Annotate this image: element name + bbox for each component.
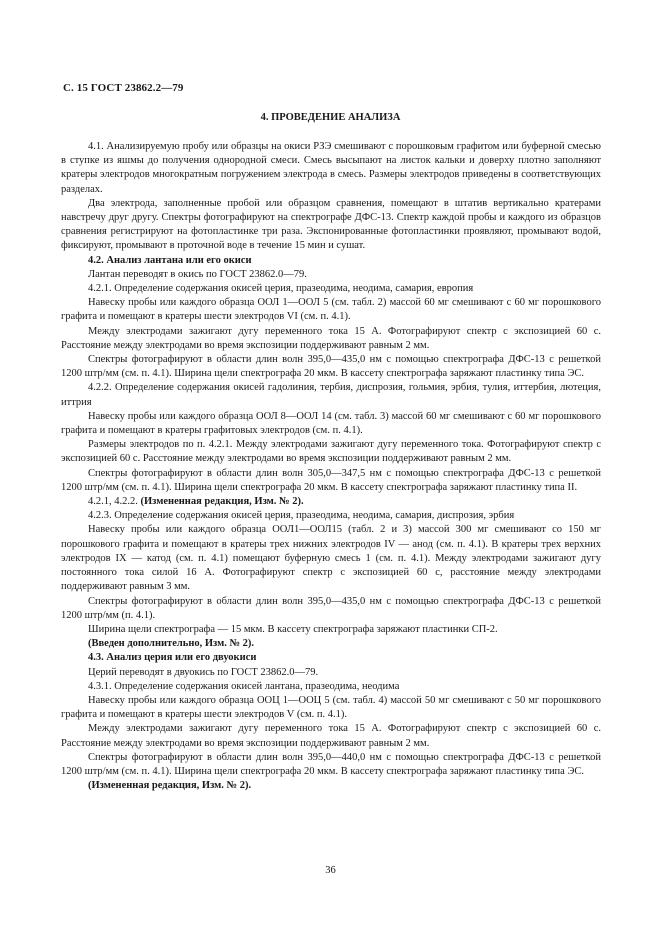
amendment-clauses: 4.2.1, 4.2.2. <box>88 496 141 508</box>
paragraph: 4.1. Анализируемую пробу или образцы на окиси РЗЭ смешивают с порошковым графитом или буферной смесью в ступке из яшмы до получения однородной смеси. Смесь высыпают на листок кальки и доверху плотно заполняют кратеры электродов многократным погружением электрода в смесь. Размеры электродов приведены в соответствующих разделах. <box>61 141 601 195</box>
paragraph: Церий переводят в двуокись по ГОСТ 23862.0—79. <box>88 666 319 678</box>
paragraph: Спектры фотографируют в области длин волн 395,0—435,0 нм с помощью спектрографа ДФС-13 с решеткой 1200 штр/мм (п. 4.1). <box>61 595 601 621</box>
body-text <box>61 140 601 793</box>
paragraph: Ширина щели спектрографа — 15 мкм. В кассету спектрографа заряжают пластинки СП-2. <box>88 623 498 635</box>
page-number: 36 <box>325 865 336 876</box>
amendment-label: (Измененная редакция, Изм. № 2). <box>140 496 304 508</box>
section-title: 4. ПРОВЕДЕНИЕ АНАЛИЗА <box>260 112 401 123</box>
paragraph: Навеску пробы или каждого образца ООЛ 8—ООЛ 14 (см. табл. 3) массой 60 мг смешивают с 60 мг порошкового графита и помещают в кратеры графитовых электродов (см. п. 4.1). <box>61 410 601 437</box>
paragraph: Спектры фотографируют в области длин волн 305,0—347,5 нм с помощью спектрографа ДФС-13 с решеткой 1200 штр/мм (см. п. 4.1). Ширина щели спектрографа 20 мкм. В кассету спектрографа заряжают пластинку типа II. <box>61 467 601 493</box>
paragraph: 4.2.1. Определение содержания окисей церия, празеодима, неодима, самария, европия <box>88 283 474 295</box>
subsection-heading: 4.2. Анализ лантана или его окиси <box>88 254 252 266</box>
paragraph: Размеры электродов по п. 4.2.1. Между электродами зажигают дугу переменного тока. Фотографируют спектр с экспозицией 60 с. Расстояние между электродами во время экспозиции поддерживают равным 2 мм. <box>61 439 601 465</box>
paragraph: Навеску пробы или каждого образца ООЛ1—ООЛ15 (табл. 2 и 3) массой 300 мг смешивают со 150 мг порошкового графита и помещают в кратеры трех нижних электродов IV — анод (см. п. 4.1). В кратеры трех верхних электродов IX — катод (см. п. 4.1) помещают буферную смесь 1 (см. п. 4.1). Между электродами зажигают дугу постоянного тока силой 16 А. Фотографируют спектр с экспозицией 60 с, расстояние между электродами поддерживают равным 3 мм. <box>61 524 601 593</box>
paragraph: Спектры фотографируют в области длин волн 395,0—435,0 нм с помощью спектрографа ДФС-13 с решеткой 1200 штр/мм (см. п. 4.1). Ширина щели спектрографа 20 мкм. В кассету спектрографа заряжают пластинку типа ЭС. <box>61 354 601 380</box>
paragraph: Спектры фотографируют в области длин волн 395,0—440,0 нм с помощью спектрографа ДФС-13 с решеткой 1200 штр/мм (см. п. 4.1). Ширина щели спектрографа 20 мкм. В кассету спектрографа заряжают пластинку типа ЭС. <box>61 751 601 777</box>
paragraph: Два электрода, заполненные пробой или образцом сравнения, помещают в штатив вертикально кратерами навстречу друг другу. Спектры фотографируют на спектрографе ДФС-13. Спектр каждой пробы и каждого из образцов сравнения регистрируют на фотопластинке три раза. Экспонированные фотопластинки проявляют, промывают водой, фиксируют, промывают в проточной воде в течение 15 мин и сушат. <box>61 197 601 252</box>
amendment-note <box>61 495 601 509</box>
paragraph: Между электродами зажигают дугу переменного тока 15 А. Фотографируют спектр с экспозицией 60 с. Расстояние между электродами во время экспозиции поддерживают равным 2 мм. <box>61 723 601 749</box>
amendment-note: (Введен дополнительно, Изм. № 2). <box>88 638 255 650</box>
page-header: С. 15 ГОСТ 23862.2—79 <box>63 82 184 94</box>
amendment-note: (Измененная редакция, Изм. № 2). <box>88 780 252 792</box>
paragraph: Навеску пробы или каждого образца ООЦ 1—ООЦ 5 (см. табл. 4) массой 50 мг смешивают с 50 мг порошкового графита и помещают в кратеры шести электродов V (см. п. 4.1). <box>61 694 601 721</box>
paragraph: Лантан переводят в окись по ГОСТ 23862.0—79. <box>88 268 307 280</box>
subsection-heading: 4.3. Анализ церия или его двуокиси <box>88 652 257 664</box>
paragraph: Навеску пробы или каждого образца ООЛ 1—ООЛ 5 (см. табл. 2) массой 60 мг смешивают с 60 мг порошкового графита и помещают в кратеры шести электродов VI (см. п. 4.1). <box>61 297 601 323</box>
paragraph: Между электродами зажигают дугу переменного тока 15 А. Фотографируют спектр с экспозицией 60 с. Расстояние между электродами во время экспозиции поддерживают равным 2 мм. <box>61 325 601 351</box>
paragraph: 4.2.2. Определение содержания окисей гадолиния, тербия, диспрозия, гольмия, эрбия, тулия, иттербия, лютеция, иттрия <box>61 382 601 408</box>
paragraph: 4.2.3. Определение содержания окисей церия, празеодима, неодима, самария, диспрозия, эрбия <box>88 510 515 522</box>
paragraph: 4.3.1. Определение содержания окисей лантана, празеодима, неодима <box>88 680 400 692</box>
